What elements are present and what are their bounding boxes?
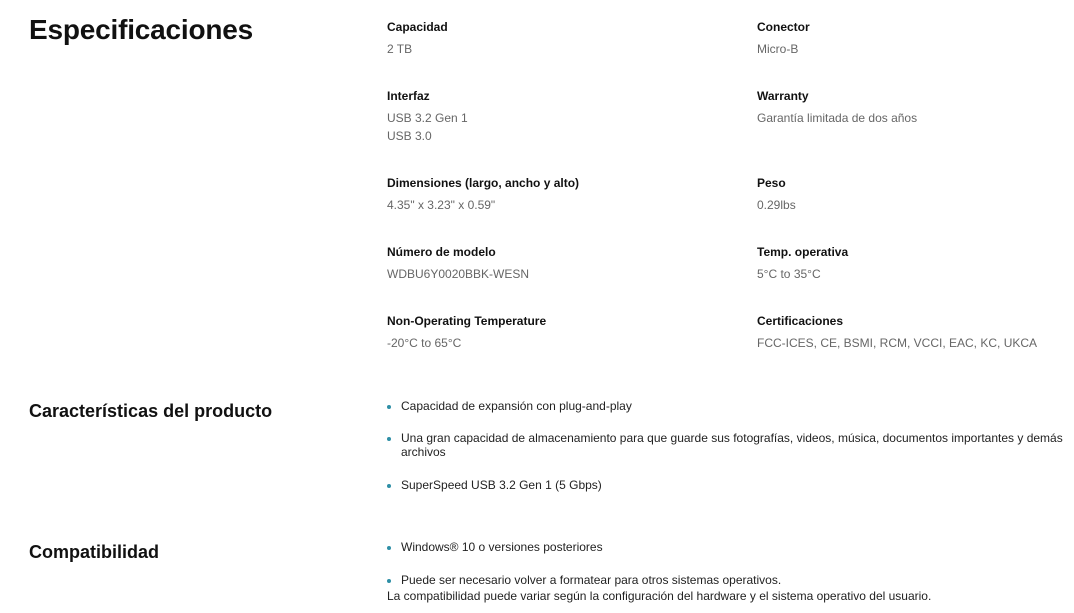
list-item — [387, 431, 1071, 459]
spec-value: -20°C to 65°C — [387, 336, 462, 350]
compatibility-text: Puede ser necesario volver a formatear para otros sistemas operativos. — [401, 573, 782, 587]
spec-label: Warranty — [757, 89, 809, 103]
bullet-icon — [387, 437, 391, 441]
spec-value: 2 TB — [387, 42, 413, 56]
spec-label: Temp. operativa — [757, 245, 849, 259]
spec-value: Micro-B — [757, 42, 799, 56]
compatibility-title: Compatibilidad — [29, 542, 159, 562]
spec-value: WDBU6Y0020BBK-WESN — [387, 267, 530, 281]
spec-dimensions — [387, 175, 717, 214]
spec-label: Capacidad — [387, 20, 448, 34]
compatibility-note: La compatibilidad puede variar según la configuración del hardware y el sistema operativo del usuario. — [387, 589, 932, 603]
spec-value: FCC-ICES, CE, BSMI, RCM, VCCI, EAC, KC, UKCA — [757, 336, 1038, 350]
spec-value: 4.35" x 3.23" x 0.59" — [387, 198, 496, 212]
spec-model-number — [387, 244, 717, 283]
feature-text: SuperSpeed USB 3.2 Gen 1 (5 Gbps) — [401, 478, 602, 492]
spec-weight — [757, 175, 1074, 214]
spec-label: Número de modelo — [387, 245, 496, 259]
spec-value: 5°C to 35°C — [757, 267, 821, 281]
specifications-title: Especificaciones — [29, 14, 254, 45]
bullet-icon — [387, 484, 391, 488]
spec-value: USB 3.2 Gen 1 — [387, 111, 468, 125]
spec-label: Certificaciones — [757, 314, 844, 328]
feature-text: Capacidad de expansión con plug-and-play — [401, 399, 632, 413]
spec-non-operating-temp — [387, 313, 717, 352]
bullet-icon — [387, 546, 391, 550]
compatibility-text: Windows® 10 o versiones posteriores — [401, 540, 603, 554]
spec-operating-temp — [757, 244, 1074, 283]
spec-value: USB 3.0 — [387, 129, 432, 143]
bullet-icon — [387, 579, 391, 583]
spec-warranty — [757, 88, 1074, 127]
spec-value: Garantía limitada de dos años — [757, 111, 918, 125]
bullet-icon — [387, 405, 391, 409]
spec-certifications — [757, 313, 1074, 352]
features-title: Características del producto — [29, 401, 273, 421]
list-item — [387, 399, 632, 413]
spec-interface — [387, 88, 717, 145]
spec-label: Dimensiones (largo, ancho y alto) — [387, 176, 580, 190]
spec-capacity — [387, 19, 717, 58]
list-item — [387, 540, 603, 554]
spec-label: Non-Operating Temperature — [387, 314, 547, 328]
list-item — [387, 573, 781, 587]
spec-connector — [757, 19, 1074, 58]
spec-value: 0.29lbs — [757, 198, 796, 212]
feature-text: Una gran capacidad de almacenamiento para que guarde sus fotografías, videos, música, documentos importantes y demás archivos — [401, 431, 1063, 459]
spec-label: Interfaz — [387, 89, 430, 103]
spec-label: Peso — [757, 176, 786, 190]
spec-label: Conector — [757, 20, 810, 34]
list-item — [387, 478, 602, 492]
